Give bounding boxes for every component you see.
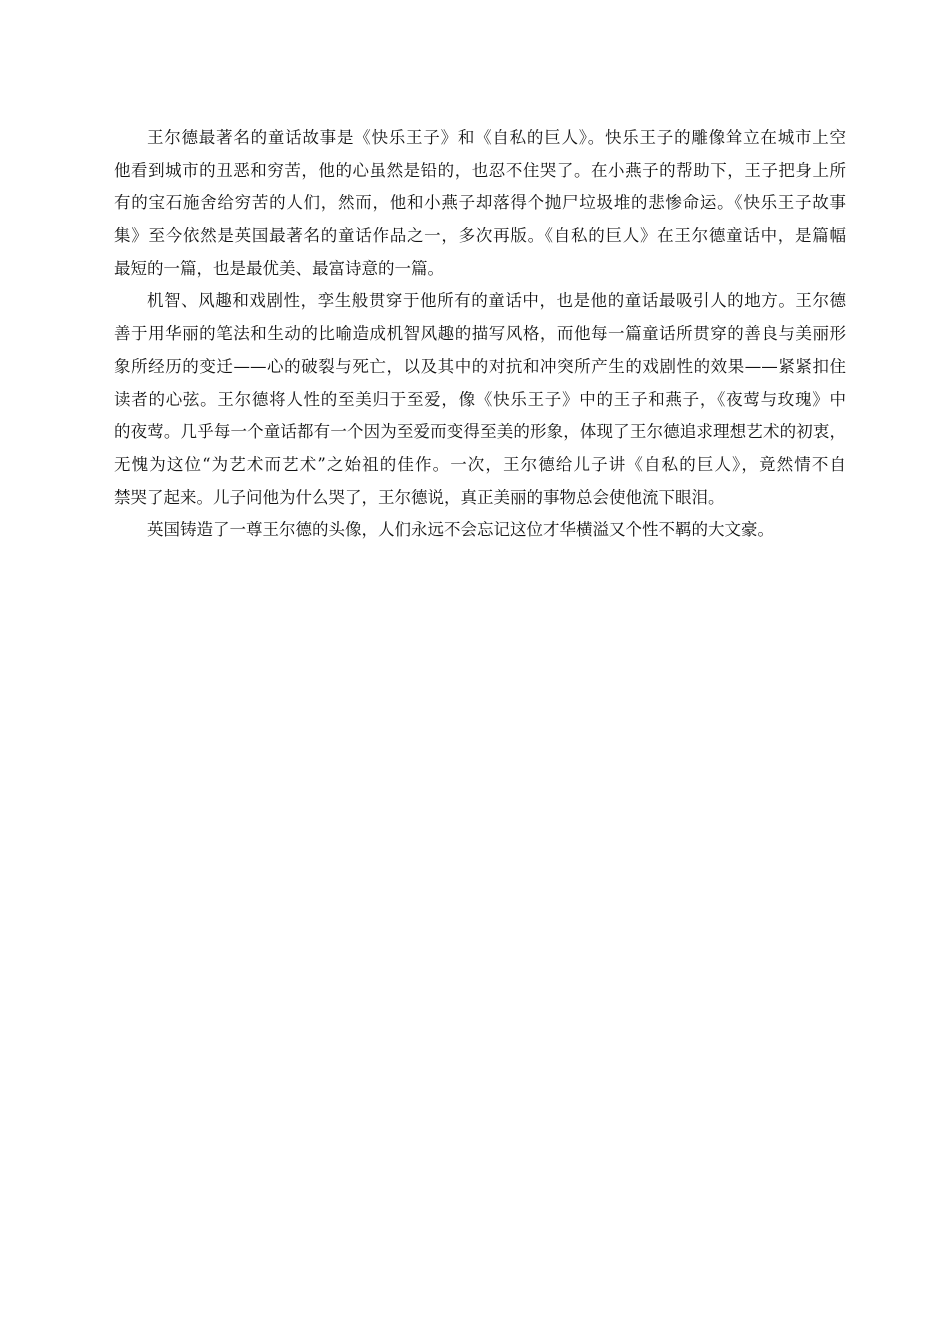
paragraph-1-line-1: 王尔德最著名的童话故事是《快乐王子》和《自私的巨人》。快乐王子的雕像耸立在城市上空: [147, 128, 846, 147]
paragraph-2-line-7: 禁哭了起来。儿子问他为什么哭了，王尔德说，真正美丽的事物总会使他流下眼泪。: [114, 487, 725, 507]
document-body: [114, 122, 846, 547]
paragraph-2-line-5: 的夜莺。几乎每一个童话都有一个因为至爱而变得至美的形象，体现了王尔德追求理想艺术的初衷，: [114, 422, 846, 442]
paragraph-2-line-1: 机智、风趣和戏剧性，孪生般贯穿于他所有的童话中，也是他的童话最吸引人的地方。王尔德: [147, 291, 846, 311]
paragraph-1-line-2: 他看到城市的丑恶和穷苦，他的心虽然是铅的，也忍不住哭了。在小燕子的帮助下，王子把身上所: [114, 160, 846, 180]
paragraph-1-line-5: 最短的一篇，也是最优美、最富诗意的一篇。: [114, 258, 444, 278]
paragraph-2-line-6: 无愧为这位“为艺术而艺术”之始祖的佳作。一次，王尔德给儿子讲《自私的巨人》，竟然情不自: [114, 454, 846, 474]
paragraph-1-line-4: 集》至今依然是英国最著名的童话作品之一，多次再版。《自私的巨人》在王尔德童话中，是篇幅: [114, 226, 846, 246]
paragraph-2-line-3: 象所经历的变迁——心的破裂与死亡，以及其中的对抗和冲突所产生的戏剧性的效果——紧紧扣住: [114, 356, 846, 376]
paragraph-3-line-1: 英国铸造了一尊王尔德的头像，人们永远不会忘记这位才华横溢又个性不羁的大文豪。: [147, 520, 774, 540]
paragraph-2-line-4: 读者的心弦。王尔德将人性的至美归于至爱，像《快乐王子》中的王子和燕子，《夜莺与玫瑰》中: [114, 389, 846, 409]
paragraph-1-line-3: 有的宝石施舍给穷苦的人们，然而，他和小燕子却落得个抛尸垃圾堆的悲惨命运。《快乐王子故事: [114, 193, 846, 213]
paragraph-2-line-2: 善于用华丽的笔法和生动的比喻造成机智风趣的描写风格，而他每一篇童话所贯穿的善良与美丽形: [114, 324, 846, 344]
